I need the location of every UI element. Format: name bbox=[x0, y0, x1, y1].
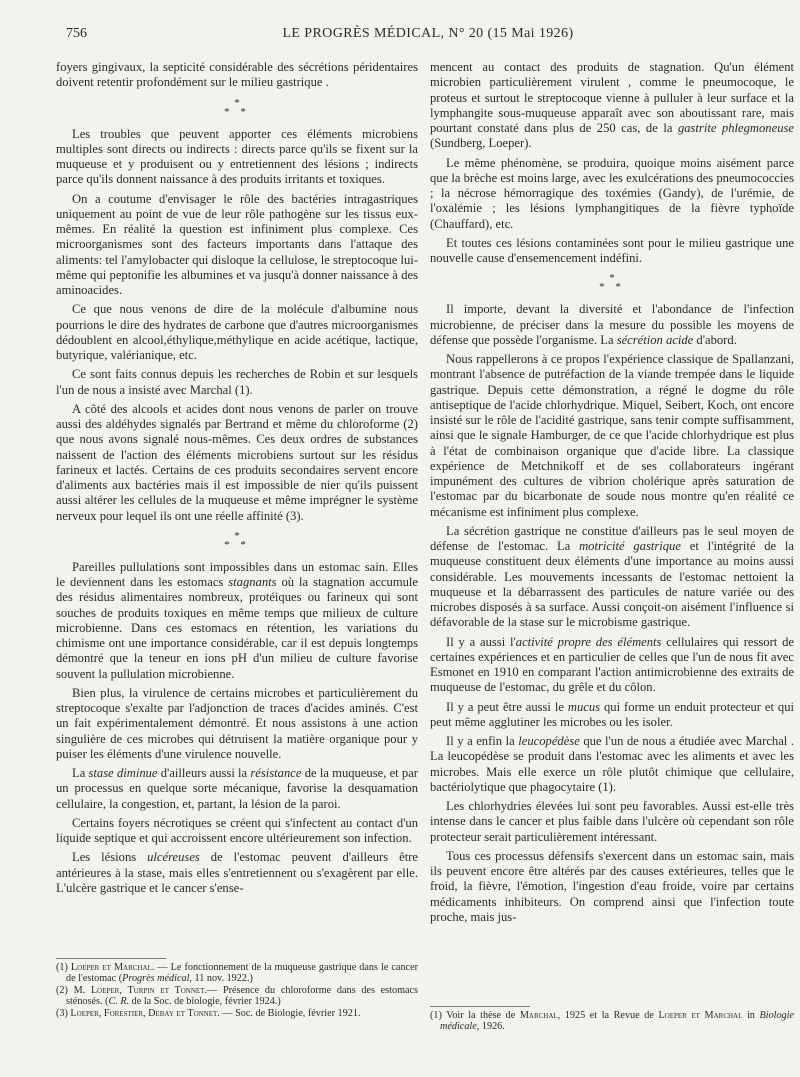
paragraph: Il importe, devant la diversité et l'abondance de l'infection microbienne, de préciser dans la mesure du possible les moyens de défense que possède l'organisme. La sécrétion acide d'abord. bbox=[430, 302, 794, 347]
section-separator: * * * bbox=[599, 272, 625, 294]
footnotes-right bbox=[430, 1010, 794, 1033]
page-number: 756 bbox=[66, 26, 87, 41]
paragraph: Et toutes ces lésions contaminées sont pour le milieu gastrique une nouvelle cause d'ensemencement indéfini. bbox=[430, 235, 794, 265]
paragraph: Les troubles que peuvent apporter ces éléments microbiens multiples sont directs ou indirects : directs parce qu'ils se fixent sur la muqueuse et y produisent ou y entretiennent des lésions ; indirects parce qu'ils donnent naissance à des produits irritants et toxiques. bbox=[56, 126, 418, 187]
footnote-rule bbox=[56, 958, 166, 959]
paragraph: Il y a enfin la leucopédèse que l'un de nous a étudiée avec Marchal . La leucopédèse se produit dans l'estomac avec les aliments et avec les microbes. Mais elle exerce un rôle plutôt chimique que cellulaire, bactériolytique que phagocytaire (1). bbox=[430, 734, 794, 794]
paragraph: Ce que nous venons de dire de la molécule d'albumine nous pourrions le dire des hydrates de carbone que d'autres microorganismes dédoublent en alcool,éthylique,méthylique en acide acétique, lactique, butyrique, valérianique, etc. bbox=[56, 302, 418, 362]
paragraph: Nous rappellerons à ce propos l'expérience classique de Spallanzani, montrant l'absence de putréfaction de la viande trempée dans le liquide gastrique. Depuis cette démonstration, a régné le dogme du rôle antiseptique de l'acide chlorhydrique. Miquel, Seibert, Koch, ont encore insisté sur le rôle de l'acidité gastrique, sans tenir compte suffisamment, ainsi que le signale Hamburger, de ce que l'acide chlorhydrique est plus à l'état de combinaison organique que d'acide libre. La classique expérience de Metchnikoff et de ses collaborateurs ingérant impunément des cultures de vibrion cholérique après saturation de l'estomac par du bicarbonate de soude nous montre qu'en réalité ce mécanisme est infiniment plus complexe. bbox=[430, 352, 794, 519]
section-separator: * * * bbox=[224, 529, 250, 551]
footnotes-left bbox=[56, 962, 418, 1019]
paragraph: Le même phénomène, se produira, quoique moins aisément parce que la brèche est moins large, avec les exulcérations des pneumococcies ; la nécrose hémorragique des toxémies (Gandy), de l'urémie, de l'oxalémie ; les lésions lymphangitiques de la fièvre typhoïde (Chauffard), etc. bbox=[430, 155, 794, 231]
paragraph: foyers gingivaux, la septicité considérable des sécrétions péridentaires doivent retentir profondément sur le milieu gastrique . bbox=[56, 60, 418, 90]
paragraph: Pareilles pullulations sont impossibles dans un estomac sain. Elles le deviennent dans les estomacs stagnants où la stagnation accumule des résidus alimentaires nombreux, protéiques ou farineux qui sont souches de produits toxiques en même temps que milieux de culture microbienne. Dans ces estomacs en rétention, les variations du chimisme ont une importance considérable, car il est depuis longtemps démontré que la teneur en ions pH d'un milieu de culture favorise souvent la pullulation microbienne. bbox=[56, 559, 418, 681]
paragraph: Tous ces processus défensifs s'exercent dans un estomac sain, mais ils peuvent encore être altérés par des causes extérieures, telles que le froid, la fièvre, l'émotion, l'ingestion d'eau froide, voire par certains médicaments inhibiteurs. On comprend ainsi que l'infection toute proche, mais jus- bbox=[430, 848, 794, 924]
paragraph: Il y a peut être aussi le mucus qui forme un enduit protecteur et qui peut même agglutiner les microbes ou les isoler. bbox=[430, 699, 794, 729]
section-separator: * * * bbox=[224, 96, 250, 118]
footnote-rule bbox=[430, 1006, 530, 1007]
footnote: (2) M. Loeper, Turpin et Tonnet.— Présence du chloroforme dans des estomacs sténosés. (C. R. de la Soc. de biologie, février 1924.) bbox=[56, 984, 418, 1008]
page-header bbox=[66, 26, 790, 48]
left-column bbox=[56, 60, 418, 955]
paragraph: Les lésions ulcéreuses de l'estomac peuvent d'ailleurs être antérieures à la stase, mais elles s'entretiennent ou s'exagèrent par elle. L'ulcère gastrique et le cancer s'ense- bbox=[56, 850, 418, 895]
paragraph: Bien plus, la virulence de certains microbes et particulièrement du streptocoque s'exalte par l'adjonction de traces d'acides aminés. C'est un fait expérimentalement démontré. Et nous assistons à une action singulière de ces microbes qui détruisent la matière organique pour y puiser les éléments d'une virulence nouvelle. bbox=[56, 685, 418, 761]
paragraph: mencent au contact des produits de stagnation. Qu'un élément microbien particulièrement virulent , comme le pneumocoque, le proteus et surtout le streptocoque vienne à pulluler à leur surface et la lymphangite sous-muqueuse apparaît avec son aboutissant rare, mais pourtant constaté dans plus de 250 cas, de la gastrite phlegmoneuse (Sundberg, Loeper). bbox=[430, 60, 794, 151]
paragraph: A côté des alcools et acides dont nous venons de parler on trouve aussi des aldéhydes signalés par Bertrand et même du chloroforme (2) que nous avons signalé nous-mêmes. Ces deux ordres de substances naissent de l'action des éléments microbiens surtout sur les résidus farineux et lactés. Certains de ces produits secondaires servent encore d'aliments aux bactéries mais il est impossible de nier qu'ils puissent aussi altérer les cellules de la muqueuse et même imprégner le système nerveux pour lequel ils ont une réelle affinité (3). bbox=[56, 401, 418, 523]
paragraph: Il y a aussi l'activité propre des éléments cellulaires qui ressort de certaines expériences et en particulier de celles que l'un de nous fit avec Esmonet en 1910 en comparant l'action antimicrobienne des extraits de muqueuse de l'estomac, du grêle et du côlon. bbox=[430, 634, 794, 695]
paragraph: Ce sont faits connus depuis les recherches de Robin et sur lesquels l'un de nous a insisté avec Marchal (1). bbox=[56, 367, 418, 397]
footnote: (1) Loeper et Marchal. — Le fonctionnement de la muqueuse gastrique dans le cancer de l'estomac (Progrès médical, 11 nov. 1922.) bbox=[56, 962, 418, 985]
footnote: (3) Loeper, Forestier, Debay et Tonnet. — Soc. de Biologie, février 1921. bbox=[56, 1007, 361, 1019]
paragraph: Certains foyers nécrotiques se créent qui s'infectent au contact d'un liquide septique et qui accroissent encore ultérieurement son infection. bbox=[56, 815, 418, 845]
paragraph: Les chlorhydries élevées lui sont peu favorables. Aussi est-elle très intense dans le cancer et plus faible dans l'ulcère où cependant son rôle protecteur serait particulièrement intéressant. bbox=[430, 799, 794, 844]
paragraph: La stase diminue d'ailleurs aussi la résistance de la muqueuse, et par un processus en quelque sorte mécanique, favorise la desquamation cellulaire, la congestion, et, partant, la lésion de la paroi. bbox=[56, 766, 418, 811]
journal-title: LE PROGRÈS MÉDICAL, N° 20 (15 Mai 1926) bbox=[282, 26, 574, 41]
footnote: (1) Voir la thèse de Marchal, 1925 et la Revue de Loeper et Marchal in Biologie médicale, 1926. bbox=[430, 1010, 794, 1033]
right-column bbox=[430, 60, 794, 1000]
paragraph: On a coutume d'envisager le rôle des bactéries intragastriques uniquement au point de vue de leur rôle pathogène sur les tissus eux-mêmes. En réalité la question est infiniment plus complexe. Ces microorganismes sont des facteurs importants dans l'attaque des aliments: tel l'amylobacter qui disloque la cellulose, le streptocoque lui-même qui peptonifie les albumines et va jusqu'à donner naissance à des aminoacides. bbox=[56, 191, 418, 297]
paragraph: La sécrétion gastrique ne constitue d'ailleurs pas le seul moyen de défense de l'estomac. La motricité gastrique et l'intégrité de la muqueuse constituent deux éléments d'une importance au moins aussi considérable. Les mouvements incessants de l'estomac nettoient la muqueuse et la débarrassent des particules de nature variée ou des microbes disposés à sa surface. Aussi conçoit-on aisément l'influence si défavorable de la stase sur le microbisme gastrique. bbox=[430, 523, 794, 630]
